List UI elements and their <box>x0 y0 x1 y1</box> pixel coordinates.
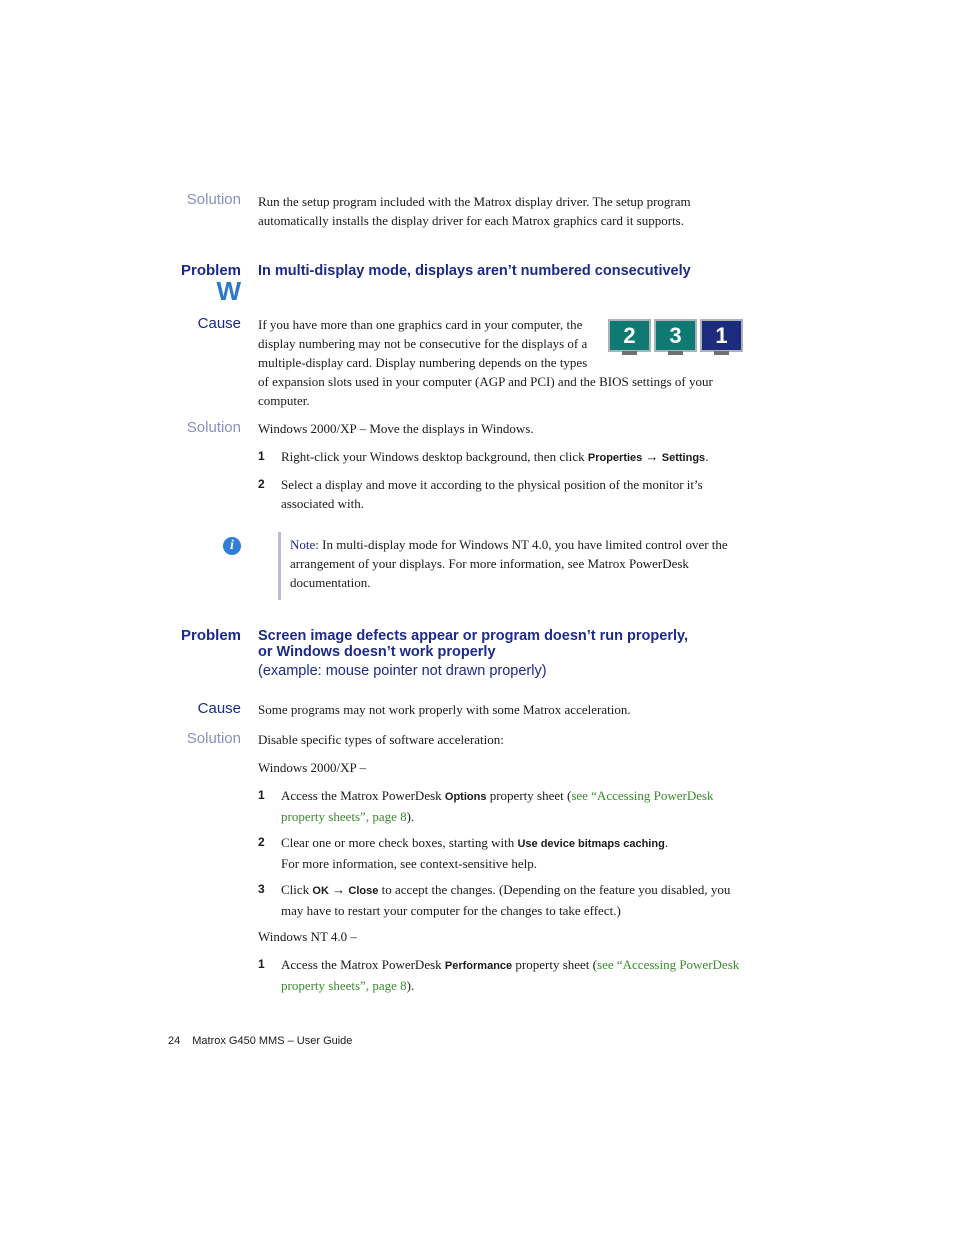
step-number: 3 <box>258 882 265 896</box>
os-name: Windows 2000/XP <box>258 421 357 436</box>
monitor-icon <box>700 319 743 353</box>
monitor-screen-1: 1 <box>700 319 743 352</box>
solution-text: Run the setup program included with the Matrox display driver. The setup program automatically installs the display driver for each Matrox graphics card it supports. <box>258 194 691 228</box>
arrow-icon: → <box>328 882 349 897</box>
problem-label: Problem <box>180 627 241 644</box>
ui-term-options: Options <box>444 791 487 803</box>
problem-label: Problem <box>180 262 241 279</box>
note-text: Note: In multi-display mode for Windows NT 4.0, you have limited control over the arrangement of your displays. For more information, see Matrox PowerDesk documentation. <box>290 537 728 590</box>
note-label: Note: <box>290 537 319 552</box>
monitor-icon <box>654 319 697 353</box>
cause-label: Cause <box>197 315 241 332</box>
ui-term-bitmaps-caching: Use device bitmaps caching <box>517 838 665 850</box>
step-text: Select a display and move it according to the physical position of the monitor it’s associated with. <box>281 477 703 511</box>
ui-term-performance: Performance <box>444 960 513 972</box>
solution-intro: Windows 2000/XP – Move the displays in Windows. <box>258 421 534 436</box>
step-number: 1 <box>258 788 265 802</box>
cause-text: Some programs may not work properly with some Matrox acceleration. <box>258 702 631 717</box>
cause-label: Cause <box>197 700 241 717</box>
page-footer <box>168 1035 352 1047</box>
os-heading: Windows NT 4.0 – <box>258 929 357 944</box>
solution-label: Solution <box>186 191 241 208</box>
step-text: Click OK → Close to accept the changes. (Depending on the feature you disabled, you may have to restart your computer for the changes to take effect.) <box>281 882 731 918</box>
problem-title: Screen image defects appear or program doesn’t run properly, or Windows doesn’t work properly <box>258 628 689 660</box>
note-divider <box>278 532 281 600</box>
arrow-icon: → <box>642 449 662 464</box>
step-text: Access the Matrox PowerDesk Options property sheet (see “Accessing PowerDesk property sheets”, page 8). <box>281 788 714 824</box>
windows-w-icon: W <box>216 276 241 306</box>
solution-label: Solution <box>186 419 241 436</box>
problem-subtitle: (example: mouse pointer not drawn properly) <box>258 663 547 679</box>
step-number: 1 <box>258 449 265 463</box>
step-number: 1 <box>258 957 265 971</box>
monitor-icon <box>608 319 651 353</box>
ui-term-close: Close <box>348 885 379 897</box>
step-text: Access the Matrox PowerDesk Performance property sheet (see “Accessing PowerDesk property sheets”, page 8). <box>281 957 740 993</box>
powerdesk-link[interactable]: see “Accessing PowerDesk property sheets”, page 8 <box>281 788 714 824</box>
solution-label: Solution <box>186 730 241 747</box>
problem-title: In multi-display mode, displays aren’t numbered consecutively <box>258 263 691 279</box>
ui-term-ok: OK <box>312 885 329 897</box>
info-icon: i <box>223 537 241 555</box>
cause-text-content: If you have more than one graphics card in your computer, the display numbering may not be consecutive for the displays of a multiple-display card. Display numbering depends on the types of expansion slots used in your computer (AGP and PCI) and the BIOS settings of your computer. <box>258 317 713 408</box>
step-text: Right-click your Windows desktop background, then click Properties → Settings. <box>281 449 709 464</box>
step-number: 2 <box>258 835 265 849</box>
solution-text: Disable specific types of software acceleration: <box>258 732 504 747</box>
ui-term-properties: Properties <box>587 452 643 464</box>
step-text: Clear one or more check boxes, starting with Use device bitmaps caching. For more information, see context-sensitive help. <box>281 835 669 871</box>
monitor-screen-3: 3 <box>654 319 697 352</box>
footer-title: Matrox G450 MMS – User Guide <box>192 1035 353 1047</box>
monitor-screen-2: 2 <box>608 319 651 352</box>
os-heading: Windows 2000/XP – <box>258 760 367 775</box>
step-number: 2 <box>258 477 265 491</box>
powerdesk-link[interactable]: see “Accessing PowerDesk property sheets”, page 8 <box>281 957 740 993</box>
ui-term-settings: Settings <box>661 452 706 464</box>
page-number: 24 <box>168 1035 181 1047</box>
monitor-numbering-illustration <box>608 319 745 356</box>
